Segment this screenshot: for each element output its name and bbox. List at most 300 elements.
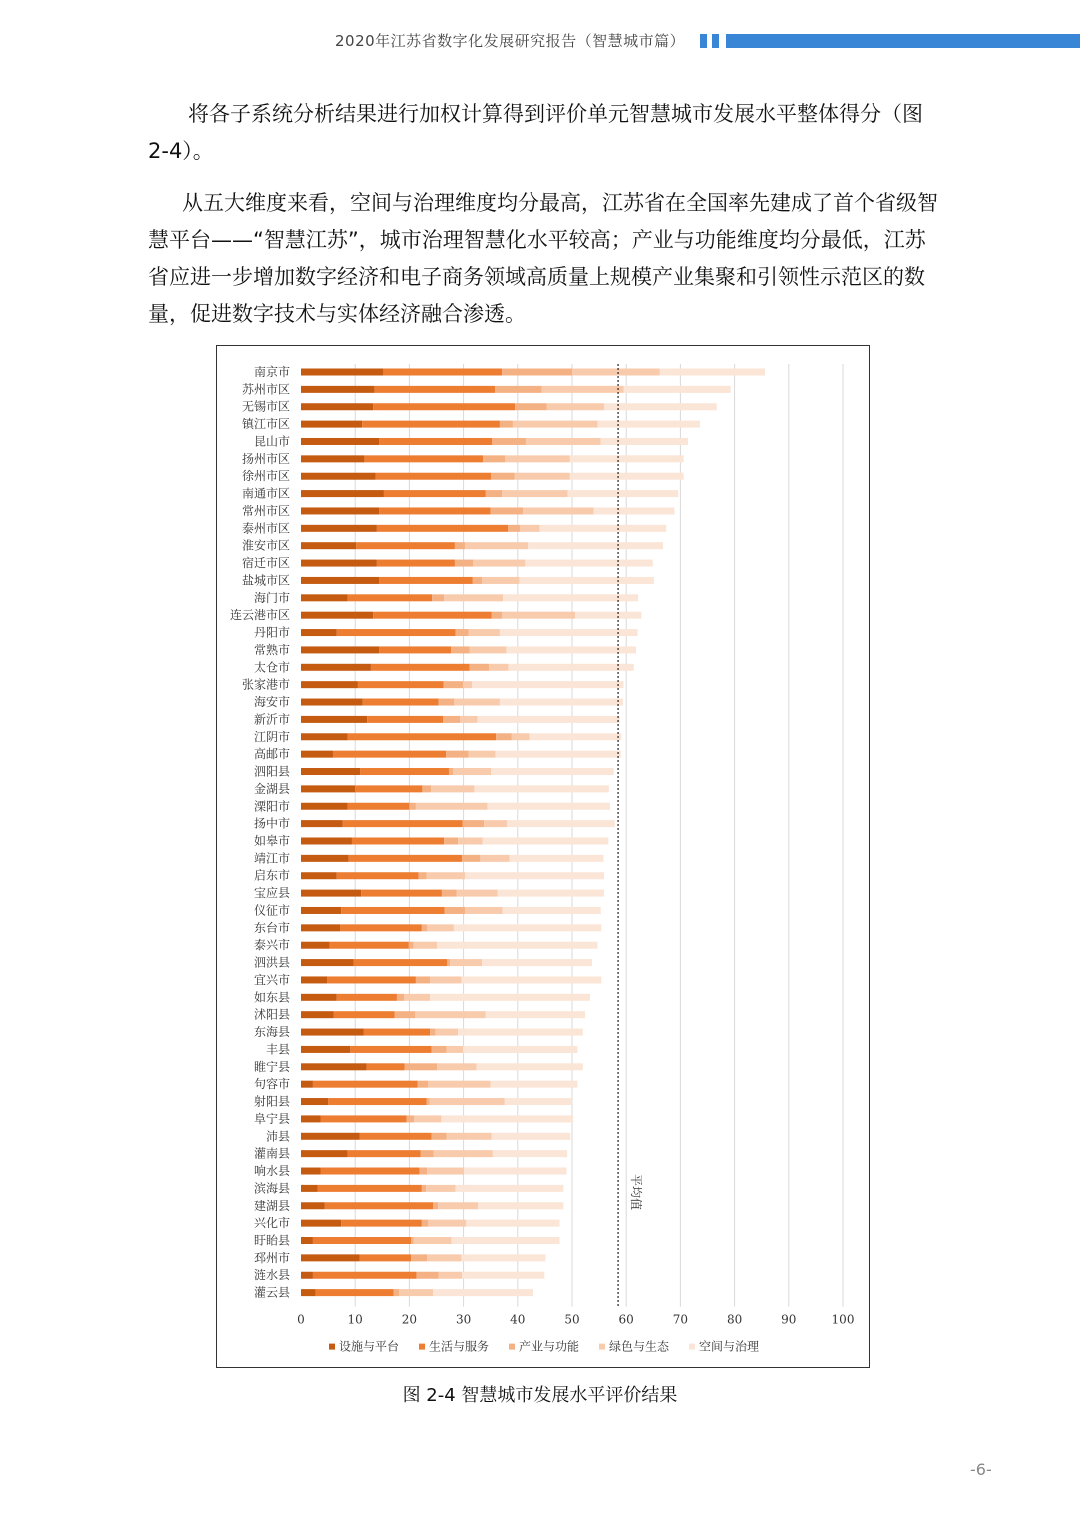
bar-segment: [301, 1254, 360, 1261]
bar-segment: [466, 1220, 559, 1227]
bar-segment: [301, 386, 375, 393]
bar-segment: [487, 803, 609, 810]
category-label: 徐州市区: [241, 469, 290, 484]
bar-segment: [432, 594, 444, 601]
x-tick-label: 30: [455, 1312, 472, 1327]
bar-segment: [446, 751, 468, 758]
bar-segment: [337, 629, 456, 636]
bar-segment: [301, 785, 355, 792]
category-label: 泗阳县: [253, 764, 290, 779]
bar-segment: [465, 542, 528, 549]
bar-segment: [411, 1254, 427, 1261]
bar-segment: [301, 733, 348, 740]
category-label: 南通市区: [241, 486, 290, 501]
bar-segment: [568, 490, 679, 497]
bar-segment: [301, 560, 377, 567]
bar-segment: [330, 942, 409, 949]
bar-segment: [414, 942, 437, 949]
bar-segment: [301, 855, 349, 862]
bar-segment: [483, 455, 505, 462]
bar-segment: [470, 646, 507, 653]
bar-segment: [510, 855, 604, 862]
bar-segment: [405, 1063, 438, 1070]
bar-segment: [461, 976, 601, 983]
bar-segment: [414, 1115, 441, 1122]
bar-segment: [444, 594, 503, 601]
bar-segment: [367, 716, 443, 723]
bar-segment: [572, 369, 660, 376]
bar-segment: [463, 681, 472, 688]
bar-segment: [301, 369, 383, 376]
bar-segment: [350, 1046, 431, 1053]
bar-segment: [395, 1011, 416, 1018]
bar-segment: [570, 455, 684, 462]
bar-segment: [418, 1081, 429, 1088]
category-label: 响水县: [253, 1164, 290, 1179]
bar-segment: [360, 1133, 432, 1140]
bar-segment: [427, 1254, 461, 1261]
bar-segment: [513, 421, 598, 428]
category-label: 南京市: [253, 365, 290, 379]
bar-segment: [427, 924, 454, 931]
bar-segment: [426, 1185, 455, 1192]
bar-segment: [301, 820, 343, 827]
bar-segment: [352, 837, 444, 844]
category-label: 苏州市区: [241, 382, 290, 397]
bar-segment: [435, 1029, 458, 1036]
bar-segment: [432, 1133, 447, 1140]
category-label: 邳州市: [253, 1250, 290, 1265]
bar-segment: [379, 438, 492, 445]
category-label: 海门市: [253, 590, 290, 605]
category-label: 张家港市: [241, 677, 290, 692]
bar-segment: [484, 820, 507, 827]
bar-segment: [422, 785, 431, 792]
bar-segment: [443, 716, 460, 723]
bar-segment: [523, 507, 593, 514]
bar-segment: [432, 1046, 447, 1053]
bar-segment: [364, 1029, 430, 1036]
bar-segment: [356, 542, 455, 549]
bar-segment: [301, 664, 371, 671]
bar-segment: [429, 1098, 504, 1105]
bar-segment: [515, 403, 546, 410]
category-label: 新沂市: [253, 712, 290, 727]
category-label: 如皋市: [253, 833, 290, 848]
bar-segment: [371, 664, 470, 671]
bar-segment: [419, 872, 427, 879]
bar-segment: [458, 837, 482, 844]
bar-segment: [301, 1098, 328, 1105]
bar-segment: [375, 386, 495, 393]
bar-segment: [373, 612, 492, 619]
bar-segment: [464, 1168, 566, 1175]
bar-segment: [420, 1168, 428, 1175]
bar-segment: [362, 421, 500, 428]
bar-segment: [301, 942, 330, 949]
bar-segment: [301, 890, 361, 897]
bar-segment: [508, 525, 520, 532]
category-label: 丹阳市: [253, 625, 290, 640]
category-label: 高邮市: [253, 747, 290, 762]
bar-segment: [597, 421, 699, 428]
bar-segment: [454, 699, 500, 706]
bar-segment: [301, 716, 367, 723]
bar-segment: [376, 473, 491, 480]
category-label: 沭阳县: [253, 1007, 290, 1022]
bar-segment: [500, 629, 638, 636]
bar-segment: [340, 924, 422, 931]
bar-segment: [313, 1237, 411, 1244]
bar-segment: [301, 1046, 350, 1053]
x-tick-label: 10: [347, 1312, 363, 1327]
bar-segment: [468, 751, 495, 758]
bar-segment: [341, 1220, 422, 1227]
category-label: 泗洪县: [253, 955, 290, 970]
bar-segment: [397, 994, 404, 1001]
bar-segment: [482, 959, 592, 966]
bar-segment: [421, 1150, 434, 1157]
header-accent-bar: [726, 34, 1080, 48]
bar-segment: [570, 473, 684, 480]
average-label: 平均值: [629, 1174, 644, 1211]
bar-segment: [462, 855, 480, 862]
bar-segment: [491, 768, 613, 775]
bar-segment: [301, 976, 327, 983]
category-label: 扬中市: [253, 816, 290, 831]
bar-segment: [301, 994, 337, 1001]
category-label: 金湖县: [253, 781, 290, 796]
bar-segment: [301, 1220, 341, 1227]
bar-segment: [373, 403, 515, 410]
bar-segment: [427, 1098, 430, 1105]
category-label: 沛县: [265, 1129, 290, 1144]
bar-segment: [492, 1133, 571, 1140]
bar-segment: [313, 1272, 417, 1279]
legend-swatch: [329, 1344, 335, 1350]
x-tick-label: 40: [510, 1312, 526, 1327]
bar-segment: [444, 837, 458, 844]
bar-segment: [472, 681, 623, 688]
category-label: 溧阳市: [253, 799, 290, 814]
bar-segment: [354, 959, 448, 966]
legend-label: 设施与平台: [339, 1339, 400, 1354]
body-paragraph-2: 从五大维度来看，空间与治理维度均分最高，江苏省在全国率先建成了首个省级智慧平台——“智慧江苏”，城市治理智慧化水平较高；产业与功能维度均分最低，江苏省应进一步增加数字经济和电子商务领域高质量上规模产业集聚和引领性示范区的数量，促进数字技术与实体经济融合渗透。: [148, 191, 938, 326]
bar-segment: [301, 1133, 360, 1140]
bar-segment: [407, 1115, 415, 1122]
bar-segment: [427, 872, 465, 879]
bar-segment: [301, 629, 337, 636]
bar-segment: [449, 768, 453, 775]
bar-segment: [360, 768, 449, 775]
category-label: 常熟市: [253, 642, 290, 657]
category-label: 涟水县: [253, 1268, 290, 1283]
legend-swatch: [689, 1344, 695, 1350]
bar-segment: [594, 507, 675, 514]
bar-segment: [301, 1063, 367, 1070]
bar-segment: [399, 1289, 433, 1296]
category-label: 仪征市: [253, 903, 290, 918]
bar-segment: [301, 455, 364, 462]
bar-segment: [301, 403, 373, 410]
stacked-bar-chart: [217, 346, 869, 1367]
bar-segment: [341, 907, 445, 914]
bar-segment: [455, 1185, 563, 1192]
bar-segment: [301, 681, 358, 688]
bar-segment: [301, 1115, 321, 1122]
bar-segment: [455, 629, 468, 636]
bar-segment: [519, 577, 653, 584]
bar-segment: [491, 1081, 578, 1088]
bar-segment: [539, 525, 666, 532]
category-label: 江阴市: [253, 729, 290, 744]
bar-segment: [575, 612, 641, 619]
category-label: 泰州市区: [241, 521, 290, 536]
category-label: 阜宁县: [253, 1111, 290, 1126]
bar-segment: [478, 716, 620, 723]
bar-segment: [447, 959, 450, 966]
category-label: 扬州市区: [241, 451, 290, 466]
header-accent-square: [700, 34, 707, 48]
bar-segment: [491, 507, 524, 514]
category-label: 海安市: [253, 695, 290, 710]
bar-segment: [604, 403, 717, 410]
category-label: 滨海县: [253, 1181, 290, 1196]
bar-segment: [367, 1063, 405, 1070]
bar-segment: [301, 1185, 318, 1192]
category-label: 灌云县: [253, 1285, 290, 1300]
bar-segment: [301, 1029, 364, 1036]
bar-segment: [416, 976, 430, 983]
bar-segment: [520, 525, 540, 532]
category-label: 太仓市: [253, 660, 290, 675]
bar-segment: [601, 438, 688, 445]
bar-segment: [502, 490, 568, 497]
bar-segment: [301, 872, 337, 879]
legend-label: 产业与功能: [519, 1339, 580, 1354]
bar-segment: [439, 699, 455, 706]
bar-segment: [455, 560, 473, 567]
bar-segment: [506, 646, 636, 653]
bar-segment: [503, 907, 601, 914]
bar-segment: [447, 1133, 492, 1140]
bar-segment: [349, 855, 462, 862]
bar-segment: [325, 1202, 433, 1209]
bar-segment: [411, 1237, 414, 1244]
bar-segment: [473, 577, 482, 584]
x-tick-label: 80: [726, 1312, 743, 1327]
bar-segment: [660, 369, 765, 376]
bar-segment: [379, 507, 491, 514]
category-label: 射阳县: [253, 1094, 290, 1109]
header-title: 2020年江苏省数字化发展研究报告（智慧城市篇）: [335, 32, 686, 50]
page-number: -6-: [970, 1460, 992, 1479]
bar-segment: [430, 1029, 435, 1036]
x-tick-label: 60: [618, 1312, 634, 1327]
bar-segment: [438, 1202, 478, 1209]
x-tick-label: 20: [401, 1312, 418, 1327]
bar-segment: [433, 1202, 438, 1209]
bar-segment: [414, 1237, 452, 1244]
bar-segment: [445, 907, 466, 914]
bar-segment: [383, 369, 502, 376]
bar-segment: [515, 473, 570, 480]
bar-segment: [348, 733, 497, 740]
bar-segment: [318, 1185, 422, 1192]
bar-segment: [301, 1272, 313, 1279]
bar-segment: [384, 490, 486, 497]
bar-segment: [363, 699, 439, 706]
bar-segment: [301, 594, 348, 601]
legend-swatch: [599, 1344, 605, 1350]
bar-segment: [301, 1289, 316, 1296]
bar-segment: [361, 890, 442, 897]
bar-segment: [460, 716, 477, 723]
bar-segment: [470, 664, 490, 671]
bar-segment: [483, 837, 609, 844]
bar-segment: [502, 612, 575, 619]
bar-segment: [452, 1237, 560, 1244]
bar-segment: [454, 924, 601, 931]
bar-segment: [453, 768, 491, 775]
bar-segment: [301, 542, 356, 549]
bar-segment: [437, 942, 597, 949]
bar-segment: [416, 1272, 438, 1279]
bar-segment: [301, 525, 377, 532]
chart-frame: [216, 345, 870, 1368]
bar-segment: [301, 1081, 313, 1088]
bar-segment: [458, 1029, 583, 1036]
bar-segment: [496, 751, 621, 758]
bar-segment: [500, 421, 513, 428]
category-label: 宜兴市: [253, 972, 290, 987]
bar-segment: [430, 994, 590, 1001]
bar-segment: [422, 924, 427, 931]
bar-segment: [301, 438, 379, 445]
bar-segment: [321, 1168, 420, 1175]
x-tick-label: 0: [297, 1312, 305, 1327]
bar-segment: [358, 681, 444, 688]
bar-segment: [457, 890, 498, 897]
bar-segment: [482, 577, 519, 584]
bar-segment: [428, 1220, 466, 1227]
category-label: 丰县: [265, 1042, 290, 1057]
bar-segment: [492, 612, 502, 619]
category-label: 无锡市区: [241, 399, 290, 414]
bar-segment: [348, 803, 410, 810]
bar-segment: [348, 594, 433, 601]
bar-segment: [526, 438, 601, 445]
bar-segment: [480, 855, 509, 862]
bar-segment: [328, 1098, 427, 1105]
category-label: 靖江市: [253, 851, 290, 866]
bar-segment: [439, 1272, 462, 1279]
bar-segment: [301, 699, 363, 706]
bar-segment: [434, 1150, 493, 1157]
x-tick-label: 100: [831, 1312, 855, 1327]
bar-segment: [473, 560, 525, 567]
bar-segment: [493, 1150, 567, 1157]
bar-segment: [348, 1150, 421, 1157]
bar-segment: [486, 1011, 585, 1018]
category-label: 兴化市: [253, 1216, 290, 1231]
bar-segment: [505, 455, 569, 462]
category-label: 东台市: [253, 920, 290, 935]
bar-segment: [301, 646, 379, 653]
bar-segment: [492, 438, 526, 445]
body-paragraph-1: 将各子系统分析结果进行加权计算得到评价单元智慧城市发展水平整体得分（图2-4）。: [148, 102, 923, 163]
bar-segment: [301, 959, 354, 966]
category-label: 宿迁市区: [241, 556, 290, 571]
bar-segment: [489, 664, 509, 671]
bar-segment: [547, 403, 604, 410]
category-label: 盐城市区: [241, 573, 290, 588]
category-label: 淮安市区: [241, 538, 290, 553]
bar-segment: [525, 560, 652, 567]
bar-segment: [447, 1046, 463, 1053]
legend-swatch: [419, 1344, 425, 1350]
bar-segment: [301, 837, 352, 844]
bar-segment: [450, 959, 482, 966]
bar-segment: [498, 890, 604, 897]
bar-segment: [461, 1254, 545, 1261]
bar-segment: [427, 1168, 464, 1175]
legend-swatch: [509, 1344, 515, 1350]
bar-segment: [321, 1115, 407, 1122]
bar-segment: [409, 942, 414, 949]
bar-segment: [442, 890, 457, 897]
x-tick-label: 90: [781, 1312, 797, 1327]
category-label: 睢宁县: [253, 1059, 290, 1074]
bar-segment: [509, 664, 634, 671]
bar-segment: [528, 542, 663, 549]
x-tick-label: 70: [672, 1312, 689, 1327]
category-label: 建湖县: [253, 1198, 290, 1213]
bar-segment: [512, 733, 530, 740]
bar-segment: [496, 733, 512, 740]
bar-segment: [422, 1220, 429, 1227]
bar-segment: [301, 1150, 348, 1157]
bar-segment: [422, 1185, 426, 1192]
bar-segment: [316, 1289, 394, 1296]
legend-label: 生活与服务: [429, 1339, 490, 1354]
category-label: 东海县: [253, 1025, 290, 1040]
bar-segment: [377, 560, 455, 567]
category-label: 昆山市: [253, 434, 290, 449]
category-label: 盱眙县: [253, 1233, 290, 1248]
bar-segment: [433, 1289, 533, 1296]
bar-segment: [394, 1289, 399, 1296]
figure-caption: 图 2-4 智慧城市发展水平评价结果: [402, 1385, 678, 1406]
bar-segment: [530, 733, 622, 740]
bar-segment: [301, 1237, 313, 1244]
bar-segment: [502, 369, 572, 376]
bar-segment: [507, 820, 615, 827]
bar-segment: [455, 542, 465, 549]
bar-segment: [301, 490, 384, 497]
bar-segment: [379, 646, 451, 653]
bar-segment: [465, 907, 502, 914]
bar-segment: [313, 1081, 418, 1088]
bar-segment: [415, 1011, 485, 1018]
bar-segment: [301, 1202, 325, 1209]
bar-segment: [441, 1115, 573, 1122]
category-label: 镇江市区: [241, 417, 290, 432]
category-label: 句容市: [253, 1077, 290, 1092]
bar-segment: [451, 646, 469, 653]
bar-segment: [462, 1272, 544, 1279]
bar-segment: [301, 751, 333, 758]
